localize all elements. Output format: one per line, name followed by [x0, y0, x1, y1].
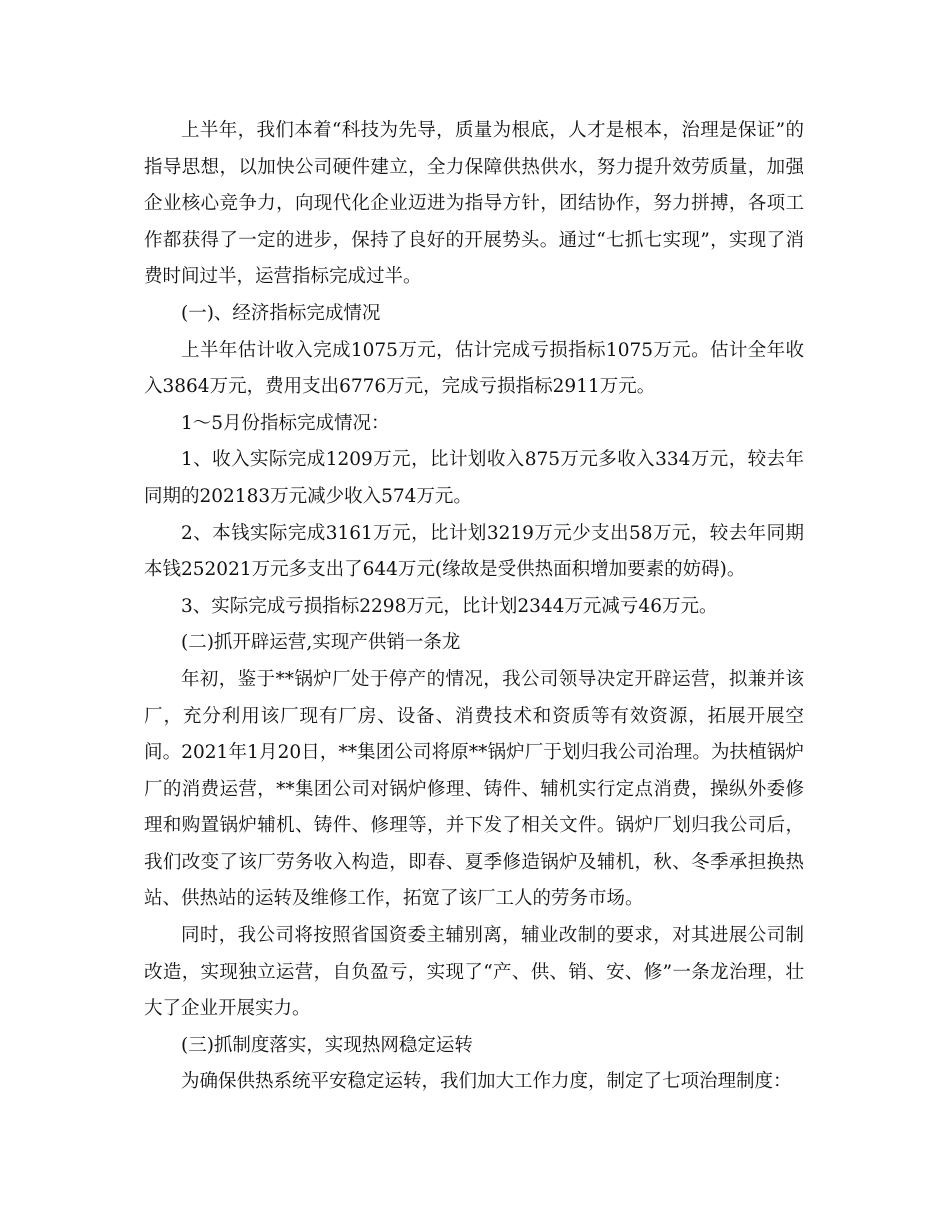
paragraph-half-year-estimate: 上半年估计收入完成1075万元，估计完成亏损指标1075万元。估计全年收入3864万元，费用支出6776万元，完成亏损指标2911万元。: [144, 339, 804, 398]
paragraph-jan-may-heading: 1～5月份指标完成情况：: [181, 412, 390, 434]
heading-economic-indicators: (一)、经济指标完成情况: [181, 302, 381, 324]
list-item-cost: 2、本钱实际完成3161万元，比计划3219万元少支出58万元，较去年同期本钱252021万元多支出了644万元(缘故是受供热面积增加要素的妨碍)。: [144, 522, 804, 581]
list-item-income: 1、收入实际完成1209万元，比计划收入875万元多收入334万元，较去年同期的202183万元减少收入574万元。: [144, 449, 804, 507]
paragraph-restructuring: 同时，我公司将按照省国资委主辅别离，辅业改制的要求，对其进展公司制改造，实现独立运营，自负盈亏，实现了“产、供、销、安、修”一条龙治理，壮大了企业开展实力。: [144, 925, 804, 1020]
heading-system-implementation: (三)抓制度落实，实现热网稳定运转: [181, 1034, 473, 1056]
heading-operations: (二)抓开辟运营,实现产供销一条龙: [181, 632, 461, 654]
list-item-loss: 3、实际完成亏损指标2298万元，比计划2344万元减亏46万元。: [181, 595, 718, 617]
paragraph-boiler-factory: 年初，鉴于**锅炉厂处于停产的情况，我公司领导决定开辟运营，拟兼并该厂，充分利用该厂现有厂房、设备、消费技术和资质等有效资源，拓展开展空间。2021年1月20日，**集团公司将原**锅炉厂于划归我公司治理。为扶植锅炉厂的消费运营，**集团公司对锅炉修理、铸件、辅机实行定点消费，操纵外委修理和购置锅炉辅机、铸件、修理等，并下发了相关文件。锅炉厂划归我公司后，我们改变了该厂劳务收入构造，即春、夏季修造锅炉及辅机，秋、冬季承担换热站、供热站的运转及维修工作，拓宽了该厂工人的劳务市场。: [144, 668, 804, 910]
paragraph-heating-system: 为确保供热系统平安稳定运转，我们加大工作力度，制定了七项治理制度：: [181, 1071, 792, 1093]
document-body: [144, 113, 804, 1101]
paragraph-intro: 上半年，我们本着“科技为先导，质量为根底，人才是根本，治理是保证”的指导思想，以加快公司硬件建立，全力保障供热供水，努力提升效劳质量，加强企业核心竞争力，向现代化企业迈进为指导方针，团结协作，努力拼搏，各项工作都获得了一定的进步，保持了良好的开展势头。通过“七抓七实现”，实现了消费时间过半，运营指标完成过半。: [144, 120, 804, 288]
